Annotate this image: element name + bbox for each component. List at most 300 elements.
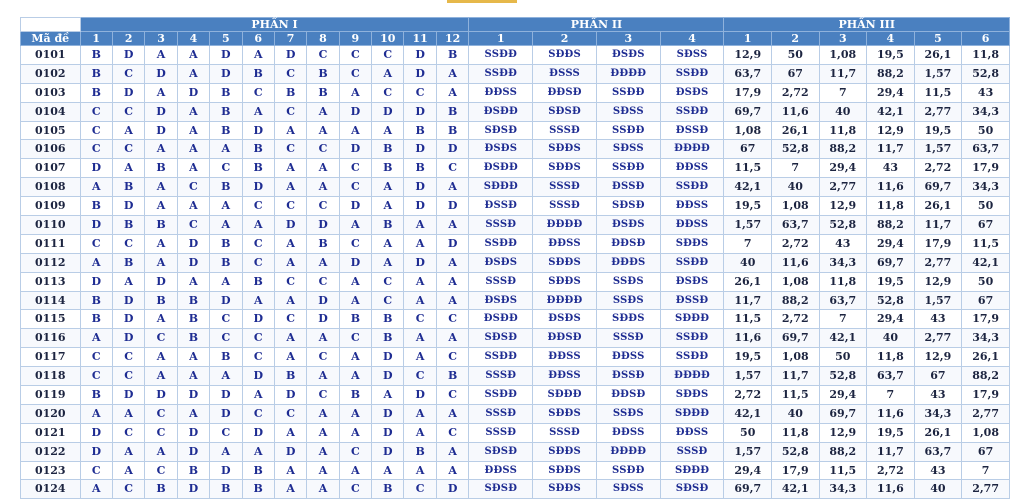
part1-answer-cell: C	[274, 102, 306, 121]
part3-answer-cell: 40	[771, 404, 819, 423]
part3-answer-cell: 69,7	[819, 404, 867, 423]
part1-answer-cell: A	[145, 348, 177, 367]
part3-answer-cell: 43	[867, 159, 915, 178]
part1-answer-cell: D	[80, 272, 112, 291]
part1-answer-cell: C	[339, 64, 371, 83]
part1-answer-cell: D	[404, 140, 436, 159]
part1-answer-cell: D	[80, 159, 112, 178]
exam-code-cell: 0122	[21, 442, 81, 461]
part1-answer-cell: A	[339, 423, 371, 442]
part1-answer-cell: B	[404, 442, 436, 461]
part2-answer-cell: SSSĐ	[469, 216, 533, 235]
part1-answer-cell: B	[177, 310, 209, 329]
part3-answer-cell: 2,72	[771, 234, 819, 253]
part1-answer-cell: A	[210, 197, 242, 216]
part2-answer-cell: SSĐS	[596, 272, 660, 291]
part2-answer-cell: SĐĐS	[533, 140, 597, 159]
part1-answer-cell: A	[274, 329, 306, 348]
part1-answer-cell: B	[372, 329, 404, 348]
part3-answer-cell: 11,8	[867, 348, 915, 367]
part1-answer-cell: D	[242, 423, 274, 442]
part1-answer-cell: D	[177, 423, 209, 442]
part1-answer-cell: C	[242, 329, 274, 348]
part3-answer-cell: 19,5	[724, 348, 772, 367]
part1-answer-cell: B	[242, 159, 274, 178]
part3-answer-cell: 11,5	[914, 83, 962, 102]
part1-answer-cell: A	[274, 253, 306, 272]
part3-answer-cell: 2,72	[867, 461, 915, 480]
part1-answer-cell: C	[242, 253, 274, 272]
part3-answer-cell: 11,7	[724, 291, 772, 310]
part1-answer-cell: A	[112, 442, 144, 461]
part2-answer-cell: ĐSĐS	[469, 253, 533, 272]
part2-answer-cell: SSĐS	[596, 291, 660, 310]
part1-answer-cell: B	[274, 83, 306, 102]
part1-answer-cell: B	[372, 140, 404, 159]
part1-answer-cell: C	[80, 102, 112, 121]
part1-answer-cell: B	[339, 386, 371, 405]
part1-answer-cell: A	[112, 461, 144, 480]
part2-answer-cell: ĐSSĐ	[660, 291, 724, 310]
part1-answer-cell: B	[404, 121, 436, 140]
part1-answer-cell: B	[145, 216, 177, 235]
part1-answer-cell: D	[242, 310, 274, 329]
part3-answer-cell: 63,7	[724, 64, 772, 83]
part2-answer-cell: SSĐĐ	[660, 64, 724, 83]
part3-answer-cell: 52,8	[771, 140, 819, 159]
table-row	[21, 64, 1010, 83]
part3-answer-cell: 2,77	[914, 329, 962, 348]
part2-answer-cell: ĐĐĐĐ	[533, 216, 597, 235]
part3-answer-cell: 69,7	[724, 480, 772, 499]
part3-answer-cell: 11,6	[771, 102, 819, 121]
exam-code-cell: 0102	[21, 64, 81, 83]
part3-answer-cell: 17,9	[724, 83, 772, 102]
table-row	[21, 216, 1010, 235]
part1-answer-cell: D	[404, 197, 436, 216]
part3-answer-cell: 26,1	[724, 272, 772, 291]
part3-answer-cell: 2,77	[962, 480, 1010, 499]
part3-answer-cell: 43	[914, 310, 962, 329]
part1-answer-cell: C	[307, 386, 339, 405]
part2-answer-cell: SĐSĐ	[596, 197, 660, 216]
part1-answer-cell: A	[210, 367, 242, 386]
part3-answer-cell: 2,72	[724, 386, 772, 405]
part1-answer-cell: D	[112, 46, 144, 65]
part3-answer-cell: 1,08	[724, 121, 772, 140]
part1-answer-cell: C	[210, 329, 242, 348]
part3-answer-cell: 1,57	[724, 367, 772, 386]
part1-answer-cell: C	[80, 140, 112, 159]
part1-answer-cell: C	[112, 348, 144, 367]
part1-answer-cell: B	[274, 367, 306, 386]
part1-answer-cell: A	[404, 216, 436, 235]
part1-answer-cell: C	[436, 159, 469, 178]
part1-answer-cell: A	[436, 253, 469, 272]
exam-code-cell: 0113	[21, 272, 81, 291]
part1-answer-cell: A	[339, 367, 371, 386]
part1-answer-cell: A	[307, 461, 339, 480]
part1-answer-cell: D	[112, 386, 144, 405]
part1-answer-cell: C	[339, 442, 371, 461]
part2-answer-cell: ĐSSS	[533, 64, 597, 83]
part2-answer-cell: SSĐĐ	[469, 64, 533, 83]
part3-answer-cell: 88,2	[819, 442, 867, 461]
part1-answer-cell: A	[177, 46, 209, 65]
part1-answer-cell: B	[145, 291, 177, 310]
part3-answer-cell: 26,1	[962, 348, 1010, 367]
part1-answer-cell: A	[80, 253, 112, 272]
part1-answer-cell: B	[372, 480, 404, 499]
part3-answer-cell: 1,08	[771, 197, 819, 216]
part3-answer-cell: 50	[962, 121, 1010, 140]
part1-answer-cell: C	[274, 197, 306, 216]
part3-answer-cell: 11,5	[771, 386, 819, 405]
part1-answer-cell: A	[145, 140, 177, 159]
part1-answer-cell: C	[177, 178, 209, 197]
part1-answer-cell: A	[339, 348, 371, 367]
part1-answer-cell: A	[145, 178, 177, 197]
header-column-row	[21, 32, 1010, 46]
part3-answer-cell: 29,4	[867, 310, 915, 329]
exam-code-cell: 0107	[21, 159, 81, 178]
part2-answer-cell: ĐSSĐ	[660, 121, 724, 140]
part3-answer-cell: 50	[962, 197, 1010, 216]
part1-answer-cell: A	[436, 329, 469, 348]
part1-answer-cell: A	[404, 348, 436, 367]
part3-answer-cell: 7	[819, 83, 867, 102]
part1-answer-cell: B	[80, 197, 112, 216]
part3-answer-cell: 1,57	[724, 216, 772, 235]
part3-answer-cell: 88,2	[962, 367, 1010, 386]
part1-answer-cell: A	[112, 121, 144, 140]
part1-answer-cell: A	[404, 234, 436, 253]
part3-answer-cell: 11,6	[867, 404, 915, 423]
part3-answer-cell: 50	[724, 423, 772, 442]
part3-answer-cell: 63,7	[962, 140, 1010, 159]
part1-answer-cell: D	[339, 140, 371, 159]
part3-answer-cell: 19,5	[867, 272, 915, 291]
part2-answer-cell: ĐĐĐĐ	[533, 291, 597, 310]
part1-answer-cell: D	[372, 367, 404, 386]
part2-answer-cell: SĐĐS	[533, 46, 597, 65]
part2-answer-cell: SĐĐĐ	[533, 386, 597, 405]
exam-code-cell: 0104	[21, 102, 81, 121]
header-p1-col-3: 3	[145, 32, 177, 46]
table-row	[21, 367, 1010, 386]
part3-answer-cell: 17,9	[962, 386, 1010, 405]
part1-answer-cell: D	[372, 442, 404, 461]
part1-answer-cell: C	[307, 272, 339, 291]
part3-answer-cell: 12,9	[724, 46, 772, 65]
header-p3-col-6: 6	[962, 32, 1010, 46]
part3-answer-cell: 69,7	[724, 102, 772, 121]
part2-answer-cell: SSSĐ	[660, 442, 724, 461]
part1-answer-cell: A	[372, 461, 404, 480]
part3-answer-cell: 1,08	[771, 348, 819, 367]
part2-answer-cell: SSSĐ	[533, 423, 597, 442]
part1-answer-cell: B	[436, 121, 469, 140]
exam-code-cell: 0124	[21, 480, 81, 499]
part1-answer-cell: C	[404, 367, 436, 386]
part3-answer-cell: 40	[914, 480, 962, 499]
part1-answer-cell: C	[242, 234, 274, 253]
part1-answer-cell: A	[210, 272, 242, 291]
part1-answer-cell: A	[80, 404, 112, 423]
part2-answer-cell: ĐSĐS	[533, 310, 597, 329]
part1-answer-cell: C	[339, 178, 371, 197]
part2-answer-cell: SSĐĐ	[469, 386, 533, 405]
part1-answer-cell: A	[307, 159, 339, 178]
part1-answer-cell: D	[177, 253, 209, 272]
part2-answer-cell: ĐĐĐĐ	[596, 64, 660, 83]
header-p3-col-3: 3	[819, 32, 867, 46]
part3-answer-cell: 88,2	[819, 140, 867, 159]
part2-answer-cell: SSSĐ	[533, 121, 597, 140]
part1-answer-cell: A	[177, 272, 209, 291]
part1-answer-cell: D	[210, 404, 242, 423]
part1-answer-cell: D	[404, 178, 436, 197]
part3-answer-cell: 1,08	[771, 272, 819, 291]
part2-answer-cell: SĐĐĐ	[660, 310, 724, 329]
part1-answer-cell: B	[210, 253, 242, 272]
header-part3: PHẦN III	[724, 18, 1010, 32]
part2-answer-cell: ĐĐSS	[660, 423, 724, 442]
part1-answer-cell: C	[339, 46, 371, 65]
part1-answer-cell: A	[177, 367, 209, 386]
part3-answer-cell: 29,4	[819, 386, 867, 405]
part3-answer-cell: 12,9	[819, 423, 867, 442]
part1-answer-cell: C	[404, 83, 436, 102]
part2-answer-cell: SĐĐS	[533, 404, 597, 423]
part1-answer-cell: C	[436, 423, 469, 442]
table-row	[21, 83, 1010, 102]
part2-answer-cell: SSSĐ	[469, 272, 533, 291]
part1-answer-cell: C	[372, 272, 404, 291]
part1-answer-cell: A	[242, 386, 274, 405]
part1-answer-cell: A	[436, 272, 469, 291]
part1-answer-cell: B	[80, 291, 112, 310]
title-decoration	[447, 0, 517, 3]
part2-answer-cell: SSĐĐ	[660, 348, 724, 367]
table-row	[21, 272, 1010, 291]
part1-answer-cell: A	[177, 348, 209, 367]
part1-answer-cell: D	[339, 102, 371, 121]
part1-answer-cell: A	[145, 83, 177, 102]
part3-answer-cell: 26,1	[914, 197, 962, 216]
part2-answer-cell: SĐSĐ	[469, 121, 533, 140]
exam-code-cell: 0114	[21, 291, 81, 310]
part1-answer-cell: A	[210, 442, 242, 461]
part2-answer-cell: SSSĐ	[469, 404, 533, 423]
part3-answer-cell: 69,7	[771, 329, 819, 348]
part2-answer-cell: ĐSĐS	[660, 272, 724, 291]
part1-answer-cell: D	[372, 348, 404, 367]
part2-answer-cell: SĐSS	[596, 102, 660, 121]
part3-answer-cell: 1,57	[914, 64, 962, 83]
part1-answer-cell: A	[307, 442, 339, 461]
part1-answer-cell: A	[372, 197, 404, 216]
part3-answer-cell: 1,57	[914, 140, 962, 159]
part2-answer-cell: SSĐĐ	[596, 121, 660, 140]
part2-answer-cell: ĐĐĐĐ	[660, 367, 724, 386]
part1-answer-cell: A	[339, 83, 371, 102]
part3-answer-cell: 67	[962, 216, 1010, 235]
part3-answer-cell: 11,6	[724, 329, 772, 348]
part2-answer-cell: SĐSĐ	[660, 480, 724, 499]
part1-answer-cell: D	[177, 83, 209, 102]
part3-answer-cell: 63,7	[867, 367, 915, 386]
part1-answer-cell: B	[404, 159, 436, 178]
part3-answer-cell: 43	[962, 83, 1010, 102]
part1-answer-cell: D	[112, 197, 144, 216]
part1-answer-cell: A	[274, 348, 306, 367]
exam-code-cell: 0115	[21, 310, 81, 329]
part1-answer-cell: A	[372, 121, 404, 140]
part3-answer-cell: 7	[819, 310, 867, 329]
part1-answer-cell: A	[372, 253, 404, 272]
table-row	[21, 121, 1010, 140]
part1-answer-cell: C	[372, 291, 404, 310]
part3-answer-cell: 2,77	[819, 178, 867, 197]
part3-answer-cell: 34,3	[962, 102, 1010, 121]
part1-answer-cell: D	[404, 64, 436, 83]
exam-code-cell: 0118	[21, 367, 81, 386]
part1-answer-cell: C	[404, 310, 436, 329]
part1-answer-cell: A	[404, 423, 436, 442]
part1-answer-cell: A	[112, 404, 144, 423]
part1-answer-cell: D	[436, 480, 469, 499]
part1-answer-cell: B	[210, 480, 242, 499]
part1-answer-cell: D	[242, 178, 274, 197]
part1-answer-cell: D	[274, 46, 306, 65]
part1-answer-cell: A	[145, 234, 177, 253]
exam-code-cell: 0111	[21, 234, 81, 253]
part3-answer-cell: 19,5	[867, 46, 915, 65]
part3-answer-cell: 40	[724, 253, 772, 272]
part3-answer-cell: 50	[819, 348, 867, 367]
part2-answer-cell: SSSĐ	[469, 423, 533, 442]
part3-answer-cell: 34,3	[962, 329, 1010, 348]
part2-answer-cell: SĐĐS	[660, 386, 724, 405]
part3-answer-cell: 50	[771, 46, 819, 65]
part2-answer-cell: SĐĐS	[533, 159, 597, 178]
answer-key-table	[20, 17, 1010, 499]
table-row	[21, 348, 1010, 367]
part3-answer-cell: 2,72	[914, 159, 962, 178]
part1-answer-cell: A	[307, 178, 339, 197]
part1-answer-cell: A	[242, 442, 274, 461]
part1-answer-cell: D	[436, 234, 469, 253]
part2-answer-cell: ĐSĐĐ	[469, 102, 533, 121]
header-p3-col-4: 4	[867, 32, 915, 46]
exam-code-cell: 0121	[21, 423, 81, 442]
part1-answer-cell: D	[307, 291, 339, 310]
part1-answer-cell: A	[274, 423, 306, 442]
part1-answer-cell: A	[436, 442, 469, 461]
table-row	[21, 253, 1010, 272]
part1-answer-cell: A	[177, 102, 209, 121]
part3-answer-cell: 29,4	[819, 159, 867, 178]
table-row	[21, 140, 1010, 159]
table-row	[21, 442, 1010, 461]
exam-code-cell: 0119	[21, 386, 81, 405]
part3-answer-cell: 7	[962, 461, 1010, 480]
part3-answer-cell: 42,1	[962, 253, 1010, 272]
part1-answer-cell: C	[307, 197, 339, 216]
part1-answer-cell: A	[436, 461, 469, 480]
part3-answer-cell: 26,1	[914, 46, 962, 65]
part1-answer-cell: B	[210, 102, 242, 121]
part1-answer-cell: A	[80, 178, 112, 197]
part2-answer-cell: ĐĐSS	[660, 197, 724, 216]
part1-answer-cell: A	[436, 291, 469, 310]
part1-answer-cell: C	[80, 121, 112, 140]
table-row	[21, 178, 1010, 197]
part3-answer-cell: 19,5	[914, 121, 962, 140]
part1-answer-cell: A	[339, 121, 371, 140]
part3-answer-cell: 29,4	[867, 83, 915, 102]
part1-answer-cell: D	[177, 234, 209, 253]
part1-answer-cell: D	[274, 386, 306, 405]
part2-answer-cell: SĐĐĐ	[660, 404, 724, 423]
part1-answer-cell: A	[274, 159, 306, 178]
part1-answer-cell: B	[307, 234, 339, 253]
part1-answer-cell: C	[274, 404, 306, 423]
part3-answer-cell: 29,4	[867, 234, 915, 253]
part1-answer-cell: D	[242, 367, 274, 386]
part1-answer-cell: B	[112, 253, 144, 272]
part1-answer-cell: D	[436, 140, 469, 159]
part1-answer-cell: B	[80, 310, 112, 329]
part3-answer-cell: 52,8	[962, 64, 1010, 83]
part1-answer-cell: B	[80, 46, 112, 65]
part3-answer-cell: 11,8	[819, 121, 867, 140]
part3-answer-cell: 19,5	[724, 197, 772, 216]
part1-answer-cell: A	[80, 329, 112, 348]
part1-answer-cell: D	[404, 102, 436, 121]
header-p1-col-2: 2	[112, 32, 144, 46]
part1-answer-cell: A	[372, 234, 404, 253]
part1-answer-cell: A	[339, 291, 371, 310]
part1-answer-cell: C	[210, 159, 242, 178]
part3-answer-cell: 2,77	[962, 404, 1010, 423]
part3-answer-cell: 11,7	[771, 367, 819, 386]
part2-answer-cell: SĐĐS	[533, 442, 597, 461]
part1-answer-cell: B	[210, 83, 242, 102]
part1-answer-cell: A	[242, 216, 274, 235]
part2-answer-cell: SĐĐS	[533, 480, 597, 499]
exam-code-cell: 0120	[21, 404, 81, 423]
part2-answer-cell: ĐSĐS	[469, 291, 533, 310]
table-row	[21, 310, 1010, 329]
part1-answer-cell: C	[80, 367, 112, 386]
part2-answer-cell: ĐSSĐ	[596, 367, 660, 386]
part3-answer-cell: 2,77	[914, 253, 962, 272]
exam-code-cell: 0109	[21, 197, 81, 216]
part1-answer-cell: A	[145, 442, 177, 461]
table-row	[21, 46, 1010, 65]
exam-code-cell: 0116	[21, 329, 81, 348]
part1-answer-cell: A	[274, 480, 306, 499]
part3-answer-cell: 52,8	[819, 367, 867, 386]
part1-answer-cell: A	[274, 121, 306, 140]
part1-answer-cell: A	[372, 178, 404, 197]
part2-answer-cell: ĐĐSS	[533, 348, 597, 367]
part1-answer-cell: B	[145, 480, 177, 499]
part1-answer-cell: B	[436, 46, 469, 65]
part1-answer-cell: C	[242, 83, 274, 102]
